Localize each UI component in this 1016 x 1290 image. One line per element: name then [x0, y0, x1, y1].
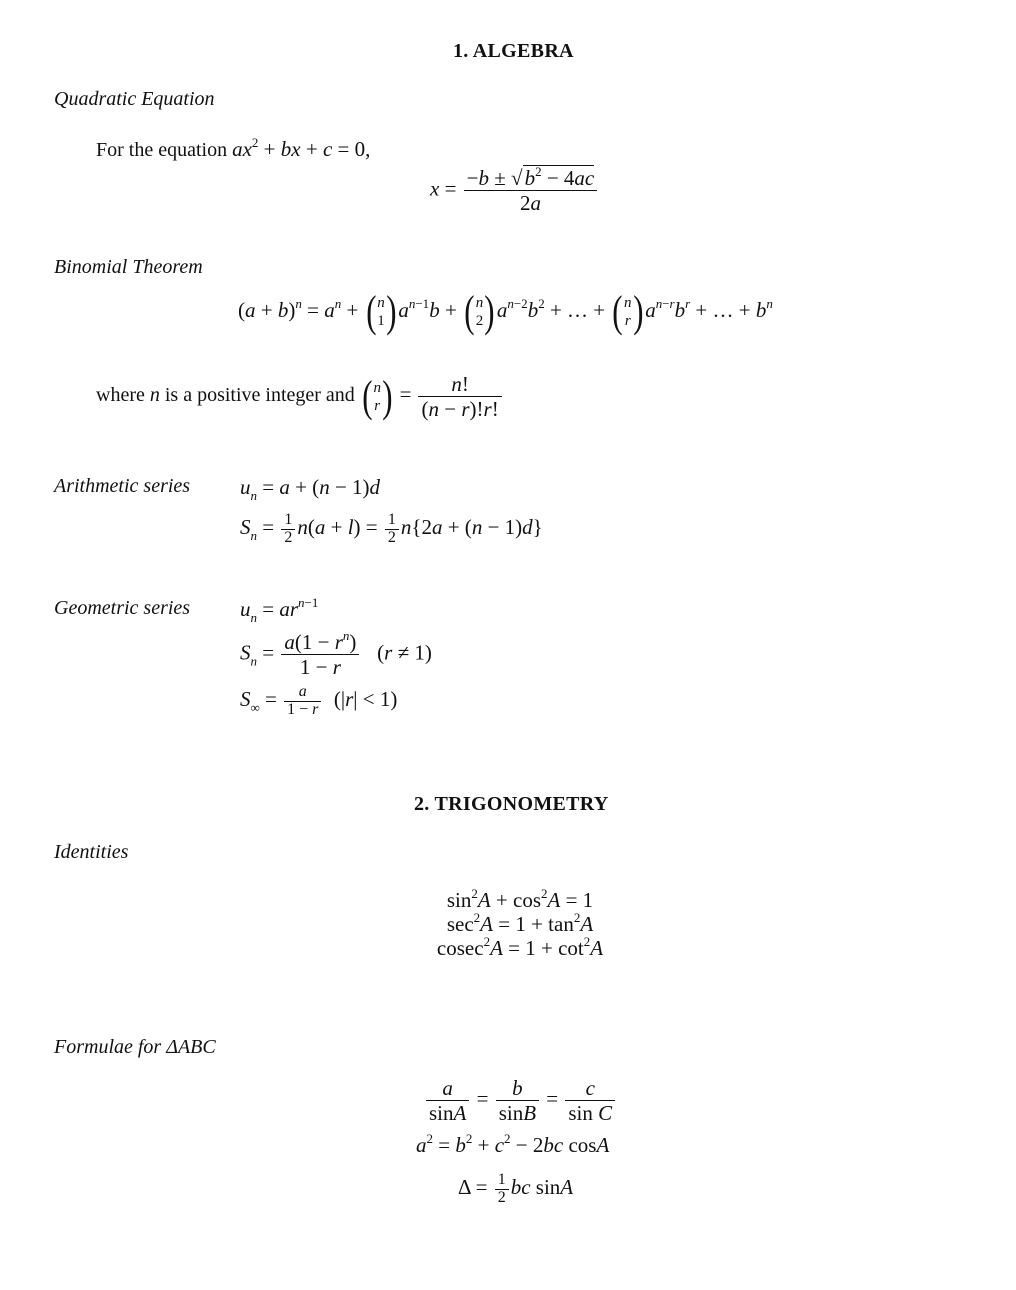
geometric-label: Geometric series	[54, 597, 191, 619]
identity-sec: $\sec^2A = 1 + \tan^2A$	[446, 910, 594, 936]
section-trigonometry-heading: 2. TRIGONOMETRY	[414, 793, 609, 815]
identity-pythagorean: $\sin^2A + \cos^2A = 1$	[446, 886, 594, 912]
geometric-nth-term: $u_n = ar^{n-1}$	[240, 595, 319, 625]
binomial-where-rest: is a positive integer and	[164, 384, 355, 407]
identities-label: Identities	[54, 841, 129, 863]
binom-factorial-fraction: $\frac{n!}{(n - r)!r!}$	[418, 372, 501, 421]
quadratic-intro-text: For the equation	[96, 139, 228, 161]
quadratic-equation: $ax^2$ + bx + c = 0,	[232, 135, 371, 161]
area-formula: Δ = $\frac{1}{2}$ bc sinA	[458, 1171, 574, 1206]
binom-n-1: ( n 1 )	[365, 287, 397, 336]
geometric-sum: $S_n$ = $\frac{a(1 - r^n)}{1 - r}$ (r ≠ 1)	[240, 628, 432, 680]
binomial-expansion: $(a + b)^n = a^n$ + ( n 1 ) $a^{n-1}b$ + ( n 2 ) $a^{n-2}b^2$ + … + ( n r ) $a^{n-r}b^r$ + … + $b^n$	[238, 287, 773, 336]
binom-n-2: ( n 2 )	[464, 287, 495, 336]
identities-block	[410, 888, 630, 960]
quadratic-intro	[96, 137, 370, 162]
quadratic-label: Quadratic Equation	[54, 88, 215, 110]
arithmetic-nth-term: $u_n = a + (n - 1)d$	[240, 475, 381, 503]
section-algebra-heading: 1. ALGEBRA	[453, 40, 574, 62]
triangle-label: Formulae for ΔABC	[54, 1036, 216, 1058]
sine-rule: $\frac{a}{\sin A}$ = $\frac{b}{\sin B}$ = $\frac{c}{\text{sin C}}$	[424, 1076, 617, 1125]
binom-n-r: ( n r )	[612, 287, 643, 336]
arithmetic-sum: $S_n$ = $\frac{1}{2}$ n(a + l) = $\frac{1}{2}$ n{2a + (n − 1)d}	[240, 511, 543, 546]
binom-definition: ( n r )	[362, 371, 393, 421]
arithmetic-label: Arithmetic series	[54, 475, 191, 497]
binomial-where: where n is a positive integer and ( n r ) = $\frac{n!}{(n - r)!r!}$	[96, 372, 504, 421]
quadratic-formula: x = $\frac{-b \pm √b^2 - 4ac}{2a}$	[430, 166, 599, 215]
quadratic-fraction: $\frac{-b \pm √b^2 - 4ac}{2a}$	[464, 166, 598, 215]
binomial-label: Binomial Theorem	[54, 256, 203, 278]
identity-cosec: $cosec^2A = 1 + \cot^2A$	[436, 934, 604, 960]
binomial-where-text: where	[96, 384, 145, 407]
geometric-sum-infinity: $S_\infty$ = $\frac{a}{1 - r}$ (|r| < 1)	[240, 683, 398, 718]
cosine-rule: $a^2 = b^2 + c^2 - 2bc$ cosA	[416, 1131, 610, 1157]
